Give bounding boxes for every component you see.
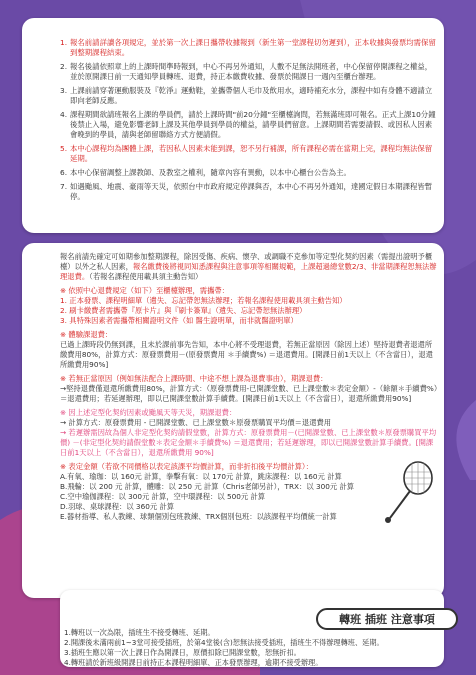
transfer-item: 2.開課後未滿兩前1~3堂可接受插班，於第4堂後(含)恕無法接受插班，插班生不得辦理轉班、延期。 [64, 638, 384, 647]
course-rules-label: 課程注意事項 [30, 75, 48, 171]
refund-required-docs: ※ 依照中心退費規定（如下）至櫃檯辦理，需攜帶： 1. 正本發票、課程明細單（遺失、忘記帶恕無法辦理；若報名課程使用載具須主動告知） 2. 刷卡繳費者需攜帶『原卡片』與『刷卡簽單』（遺失、忘記帶恕無法辦理） 3. 具特殊因素者需攜帶相關證明文件（如 醫生證明單，而非就醫證明單） [60, 286, 347, 325]
transfer-item: 3.插班生應以第一次上課日作為開課日，原價扣除已開課堂數，恕無折扣。 [64, 648, 301, 657]
rule-item: 3. 上課前請穿著運動服裝及『乾淨』運動鞋，並攜帶個人毛巾及飲用水，適時補充水分，課程中如有身體不適請立即向老師反應。 [60, 86, 433, 105]
transfer-item: 4.轉班請於新班級開課日前持正本課程明細單、正本發票辦理，逾期不接受辦理。 [64, 658, 323, 667]
rule-item: 1. 報名前請詳讀各項規定，並於第一次上課日攜帶收據報到（新生第一堂課程切勿遲到），正本收據與發票均需保留到整期課程結束。 [60, 38, 436, 57]
transfer-rules-list [64, 628, 440, 668]
refund-trial: ※ 體驗課退費： 已過上課時段仍無到課，且未於課前事先告知，本中心將不受理退費，若無正當原因（除因上述）堅持退費者退還所繳費用80%，計算方式：原發票費用－(原發票費用 ＊手續費%) ＝退還費用。[開課日前1天以上（不含當日），退還所繳費用90%] [60, 330, 433, 369]
transfer-title: 轉班 插班 注意事項 [316, 608, 458, 630]
refund-intro: 報名前請先確定可如期參加整期課程，除因受傷、疾病、懷孕、或調職不克參加等定型化契約因素（需提出證明予櫃檯）以外之私人因素，報名繳費後將視同知悉課程與注意事項等相關規範，上課超過總堂數2/3、非當期課程恕無法辦理退費。（若報名課程使用載具須主動告知） [60, 252, 437, 281]
refund-contract-reason: ※ 因上述定型化契約因素或颱風天等天災，期課退費： → 計算方式：原發票費用 - 已開課堂數、已上課堂數＊原發票購買平均價＝退還費用 → 若遲辦需因故為個人非定型化契約請假堂數，計算方式：原發票費用－(已開課堂數、已上課堂數＊原發票購買平均價) －(非定型化契約請假堂數＊表定金額＊手續費%) ＝退還費用；若延遲辦理，即以已開課堂數計算手續費。[開課日前1天以上（不含當日），退還所繳費用 90%] [60, 408, 437, 457]
rule-item: 6. 本中心保留調整上課教師、及教室之權利，隨章內容有異動，以本中心櫃台公告為主。 [60, 168, 351, 177]
refund-no-reason: ※ 若無正當原因（例如無法配合上課時間、中途不想上課為退費事由），期課退費： →堅持退費僅退還所繳費用80%，計算方式：（原發票費用-已開課堂數、已上課堂數＊表定金額）-（餘額＊手續費%）＝退還費用；若延遲辦理，即以已開課堂數計算手續費。[開課日前1天以上（不含當日），退還所繳費用90%] [60, 374, 438, 403]
refund-label: 課程退費計算須知 [30, 318, 48, 446]
badminton-racket-icon [380, 460, 438, 524]
rule-item: 2. 報名後請依照章上的上課時間準時報到，中心不再另外通知，人數不足無法開班者，中心保留停開課程之權益，並於原開課日前一天通知學員轉班、退費，持正本繳費收據、發票於開課日一週內至櫃台辦理。 [60, 62, 433, 81]
rule-item: 7. 如遇颱風、地震、豪雨等天災，依照台中市政府規定停課與否，本中心不再另外通知，達國定假日本期課程皆暫停。 [60, 182, 433, 201]
refund-price-table: ※ 表定金額（若欲不同價格以表定該課平均價計算，而非折扣後平均價計算）： A.有氧、瑜珈：以 160元 計算，拳擊有氧：以 170元 計算，跳床課程：以 160元 計算 B.飛輪：以 200 元 計算，體雕：以 250 元 計算（Chris老師另計），TRX：以 300元 計算 C.空中瑜伽課程：以 300元 計算，空中環課程：以 500元 計算 D.羽球、桌球課程：以 360元 計算 E.器材指導、私人教練、球類個別包班教練、TRX個別包班：以該課程平均價統一計算 [60, 462, 355, 521]
course-rules-list [60, 38, 436, 206]
transfer-item: 1.轉班以一次為限，插班生不接受轉班、延期。 [64, 628, 215, 637]
rule-item: 4. 課程期間欲請班報名上課的學員們，請於上課時間"前20分鐘"至櫃檯詢問，若無滿班即可報名。正式上課10分鐘後禁止入場，避免影響老師上課及其他學員到學員的權益，請學員們留意。上課期間若需要請假、或因私人因素會晚到的學員，請與老師留聯絡方式方便請假。 [60, 110, 436, 139]
rule-item: 5. 本中心課程均為團體上課，若因私人因素未能到課，恕不另行補課，所有課程必需在當期上完，課程均無法保留延期。 [60, 144, 433, 163]
